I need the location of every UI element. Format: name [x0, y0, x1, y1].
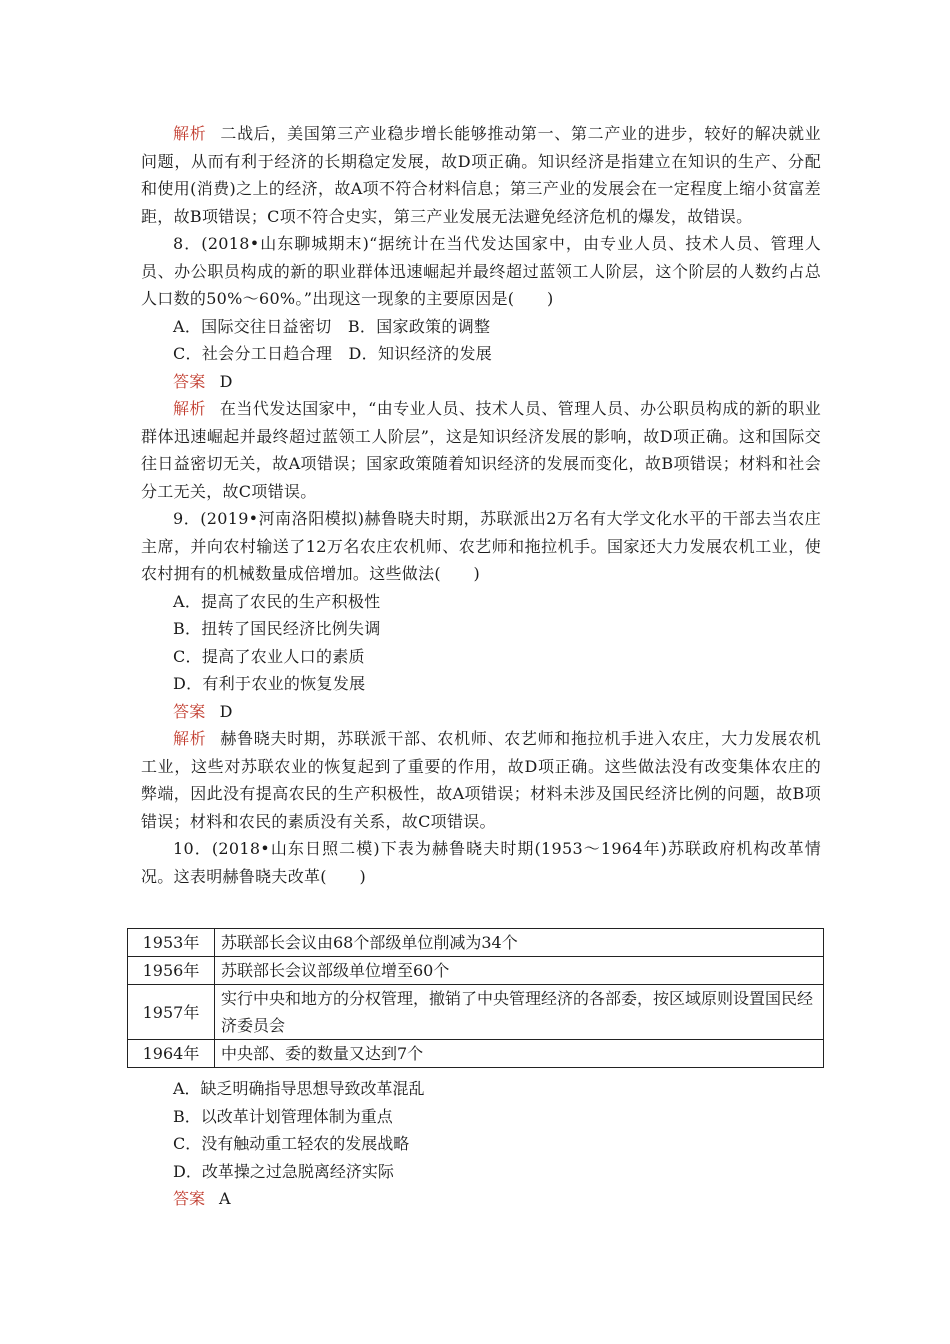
table-cell-event: 中央部、委的数量又达到7个: [215, 1040, 824, 1068]
q8-options-row2: C．社会分工日趋合理 D．知识经济的发展: [173, 344, 493, 363]
q10-answer-value: A: [219, 1189, 231, 1208]
table-cell-year: 1957年: [128, 985, 215, 1040]
q7-analysis: [141, 120, 821, 230]
q9-analysis-label: 解析: [173, 729, 207, 748]
q9-option-d: D．有利于农业的恢复发展: [173, 674, 366, 693]
table-cell-event: 实行中央和地方的分权管理，撤销了中央管理经济的各部委，按区域原则设置国民经济委员会: [215, 985, 824, 1040]
q10-answer-label: 答案: [173, 1189, 206, 1208]
q7-analysis-text: 二战后，美国第三产业稳步增长能够推动第一、第二产业的进步，较好的解决就业问题，从而有利于经济的长期稳定发展，故D项正确。知识经济是指建立在知识的生产、分配和使用(消费)之上的经济，故A项不符合材料信息；第三产业的发展会在一定程度上缩小贫富差距，故B项错误；C项不符合史实，第三产业发展无法避免经济危机的爆发，故错误。: [141, 124, 821, 226]
q10-table: [127, 928, 824, 1068]
q10-answer: [141, 1185, 821, 1213]
table-cell-event: 苏联部长会议部级单位增至60个: [215, 957, 824, 985]
q9-analysis: [141, 725, 821, 835]
q8-analysis-text: 在当代发达国家中，“由专业人员、技术人员、管理人员、办公职员构成的新的职业群体迅速崛起并最终超过蓝领工人阶层”，这是知识经济发展的影响，故D项正确。这和国际交往日益密切无关，故A项错误；国家政策随着知识经济的发展而变化，故B项错误；材料和社会分工无关，故C项错误。: [141, 399, 821, 501]
q10-option-a: A．缺乏明确指导思想导致改革混乱: [173, 1079, 425, 1098]
q10-option-b: B．以改革计划管理体制为重点: [173, 1106, 393, 1126]
q10-options: [141, 1075, 821, 1213]
q9-answer-label: 答案: [173, 701, 206, 721]
q9-option-c: C．提高了农业人口的素质: [173, 646, 365, 666]
q9-option-a: A．提高了农民的生产积极性: [173, 591, 381, 611]
table-row: [128, 957, 824, 985]
table-cell-event: 苏联部长会议由68个部级单位削减为34个: [215, 929, 824, 957]
q8-analysis: [141, 395, 821, 505]
q9-stem: 9．(2019•河南洛阳模拟)赫鲁晓夫时期，苏联派出2万名有大学文化水平的干部去当农庄主席，并向农村输送了12万名农庄农机师、农艺师和拖拉机手。国家还大力发展农机工业，使农村拥有的机械数量成倍增加。这些做法( ): [141, 509, 821, 583]
q10-option-c: C．没有触动重工轻农的发展战略: [173, 1134, 410, 1153]
table-row: [128, 929, 824, 957]
q8-answer: [141, 368, 821, 396]
q9-option-b: B．扭转了国民经济比例失调: [173, 619, 381, 638]
q8-stem: 8．(2018•山东聊城期末)“据统计在当代发达国家中，由专业人员、技术人员、管理人员、办公职员构成的新的职业群体迅速崛起并最终超过蓝领工人阶层，这个阶层的人数约占总人口数的50%～60%。”出现这一现象的主要原因是( ): [141, 234, 821, 308]
q7-analysis-label: 解析: [173, 124, 207, 143]
q10-option-d: D．改革操之过急脱离经济实际: [173, 1161, 394, 1181]
q10-stem: 10．(2018•山东日照二模)下表为赫鲁晓夫时期(1953～1964年)苏联政府机构改革情况。这表明赫鲁晓夫改革( ): [141, 839, 821, 886]
q8-analysis-label: 解析: [173, 399, 206, 418]
table-cell-year: 1956年: [128, 957, 215, 985]
q9-analysis-text: 赫鲁晓夫时期，苏联派干部、农机师、农艺师和拖拉机手进入农庄，大力发展农机工业，这些对苏联农业的恢复起到了重要的作用，故D项正确。这些做法没有改变集体农庄的弊端，因此没有提高农民的生产积极性，故A项错误；材料未涉及国民经济比例的问题，故B项错误；材料和农民的素质没有关系，故C项错误。: [141, 729, 821, 831]
table-cell-year: 1953年: [128, 929, 215, 957]
table-row: [128, 1040, 824, 1068]
question-content: [141, 120, 821, 890]
table-row: [128, 985, 824, 1040]
q8-answer-label: 答案: [173, 371, 206, 391]
q9-answer: [141, 698, 821, 726]
q9-answer-value: D: [219, 701, 233, 721]
table-cell-year: 1964年: [128, 1040, 215, 1068]
q8-options-row1: A．国际交往日益密切 B．国家政策的调整: [173, 316, 491, 336]
q8-answer-value: D: [219, 371, 233, 391]
